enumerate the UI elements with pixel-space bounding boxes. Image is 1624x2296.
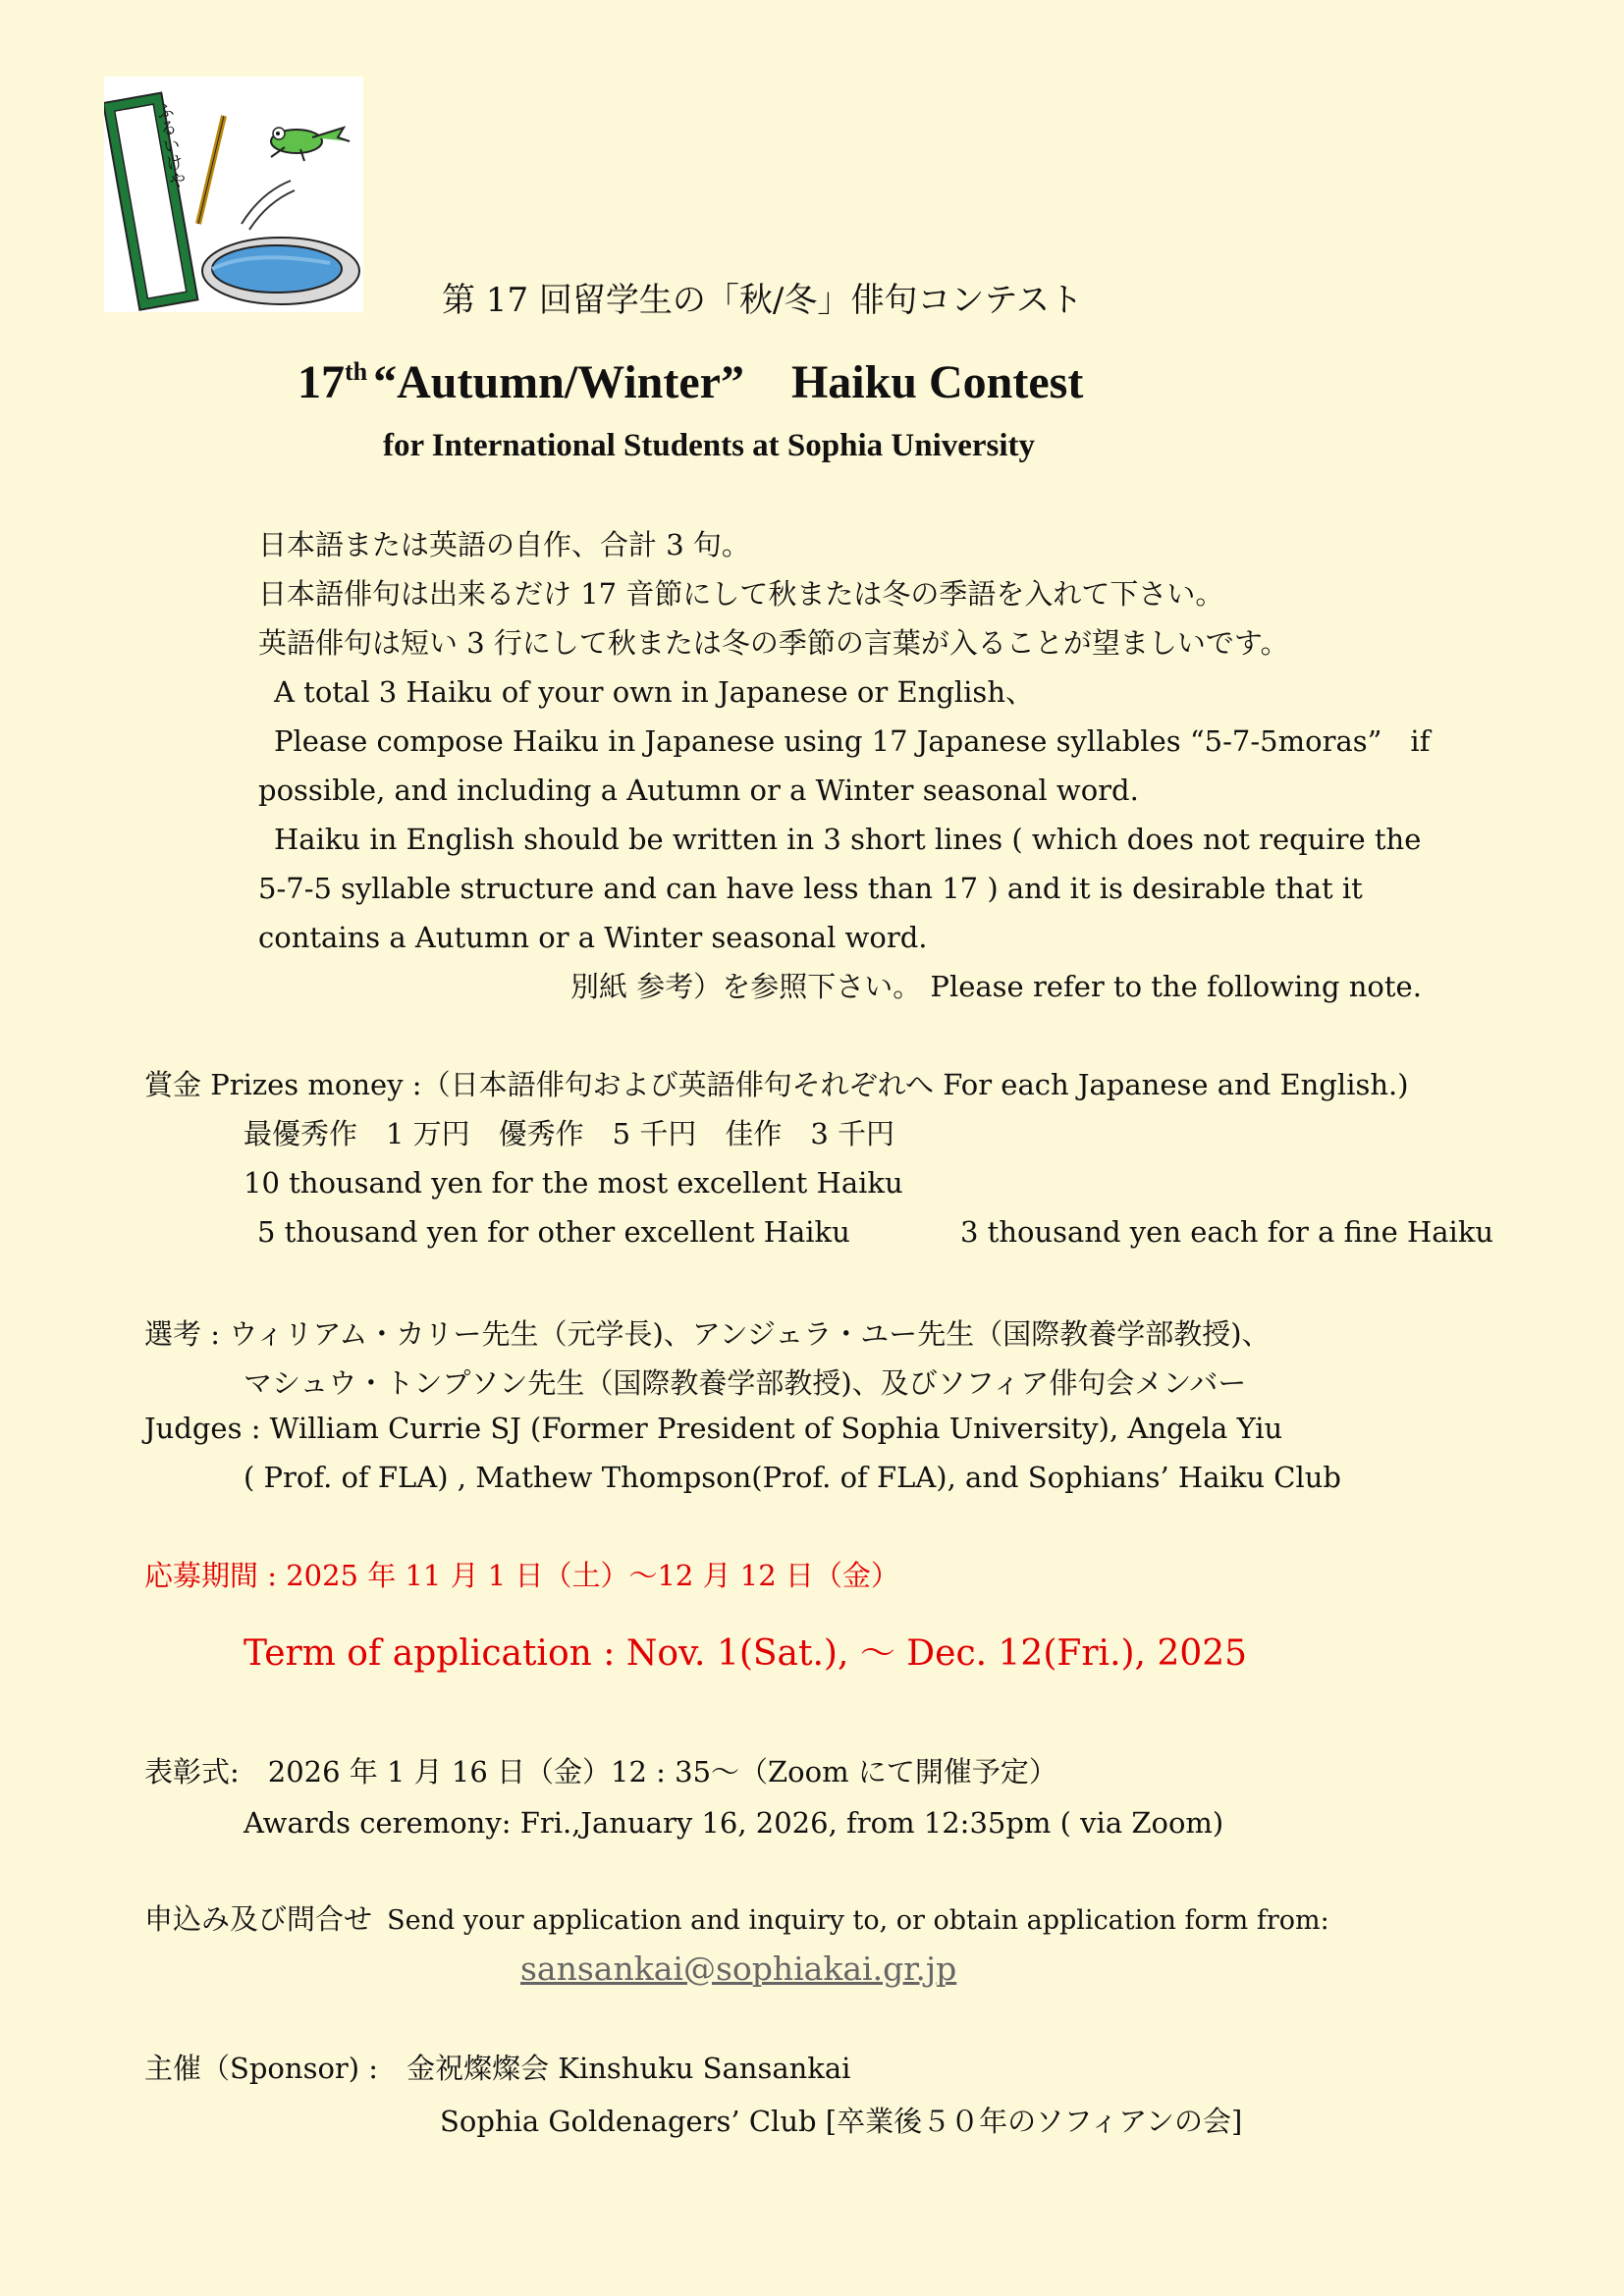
sponsor-line-1: 主催（Sponsor) : 金祝燦燦会 Kinshuku Sansankai [144, 2052, 851, 2085]
rule-line: Haiku in English should be written in 3 short lines ( which does not require the [274, 823, 1422, 856]
logo [104, 77, 363, 312]
ceremony-en: Awards ceremony: Fri.,January 16, 2026, from 12:35pm ( via Zoom) [244, 1806, 1224, 1840]
application-jp: 応募期間 : 2025 年 11 月 1 日（土）～12 月 12 日（金） [144, 1559, 899, 1592]
title-english [298, 344, 1083, 411]
rule-line: 5-7-5 syllable structure and can have less than 17 ) and it is desirable that it [258, 872, 1363, 905]
rule-line: 英語俳句は短い 3 行にして秋または冬の季節の言葉が入ることが望ましいです。 [258, 626, 1289, 660]
title-rest: “Autumn/Winter” Haiku Contest [373, 356, 1084, 408]
frog-pond-icon [104, 77, 363, 312]
rule-line: possible, and including a Autumn or a Winter seasonal word. [258, 774, 1139, 807]
rule-note: 別紙 参考）を参照下さい。 Please refer to the following note. [570, 970, 1422, 1003]
ceremony-jp: 表彰式: 2026 年 1 月 16 日（金）12 : 35～（Zoom にて開催予定） [144, 1755, 1057, 1789]
rule-line: contains a Autumn or a Winter seasonal word. [258, 921, 928, 954]
rules-block [258, 520, 1430, 1011]
logo-scroll-text: ふるいけや [151, 99, 189, 191]
subtitle: for International Students at Sophia University [383, 428, 1036, 463]
prizes-jp: 最優秀作 1 万円 優秀作 5 千円 佳作 3 千円 [244, 1117, 895, 1150]
rule-line: Please compose Haiku in Japanese using 17 Japanese syllables “5-7-5moras” if [274, 724, 1431, 758]
rule-line: 日本語俳句は出来るだけ 17 音節にして秋または冬の季語を入れて下さい。 [258, 577, 1224, 611]
prizes-en-2b: 3 thousand yen each for a fine Haiku [960, 1215, 1494, 1249]
judges-en-2: ( Prof. of FLA) , Mathew Thompson(Prof. of FLA), and Sophians’ Haiku Club [244, 1461, 1341, 1494]
contact-label-jp: 申込み及び問合せ [144, 1902, 373, 1936]
judges-jp-1: 選考 : ウィリアム・カリー先生（元学長)、アンジェラ・ユー先生（国際教養学部教授)、 [144, 1317, 1271, 1351]
sponsor-line-2: Sophia Goldenagers’ Club [卒業後５０年のソフィアンの会] [440, 2105, 1243, 2138]
prizes-header: 賞金 Prizes money :（日本語俳句および英語俳句それぞれへ For each Japanese and English.) [144, 1068, 1409, 1101]
contact-label-en: Send your application and inquiry to, or obtain application form from: [387, 1905, 1329, 1936]
title-suffix: th [345, 357, 368, 386]
contact-email-link[interactable]: sansankai@sophiakai.gr.jp [520, 1949, 957, 1988]
prizes-en-1: 10 thousand yen for the most excellent Haiku [244, 1166, 903, 1200]
application-en: Term of application : Nov. 1(Sat.), ～ Dec. 12(Fri.), 2025 [244, 1633, 1248, 1674]
judges-en-1: Judges : William Currie SJ (Former President of Sophia University), Angela Yiu [144, 1412, 1283, 1445]
title-japanese: 第 17 回留学生の「秋/冬」俳句コンテスト [442, 281, 1083, 320]
judges-jp-2: マシュウ・トンプソン先生（国際教養学部教授)、及びソフィア俳句会メンバー [244, 1366, 1247, 1400]
prizes-en-2a: 5 thousand yen for other excellent Haiku [257, 1215, 850, 1249]
contact-line [144, 1895, 1329, 1944]
title-number: 17 [298, 356, 345, 408]
rule-line: A total 3 Haiku of your own in Japanese or English、 [274, 675, 1034, 709]
rule-line: 日本語または英語の自作、合計 3 句。 [258, 528, 750, 561]
